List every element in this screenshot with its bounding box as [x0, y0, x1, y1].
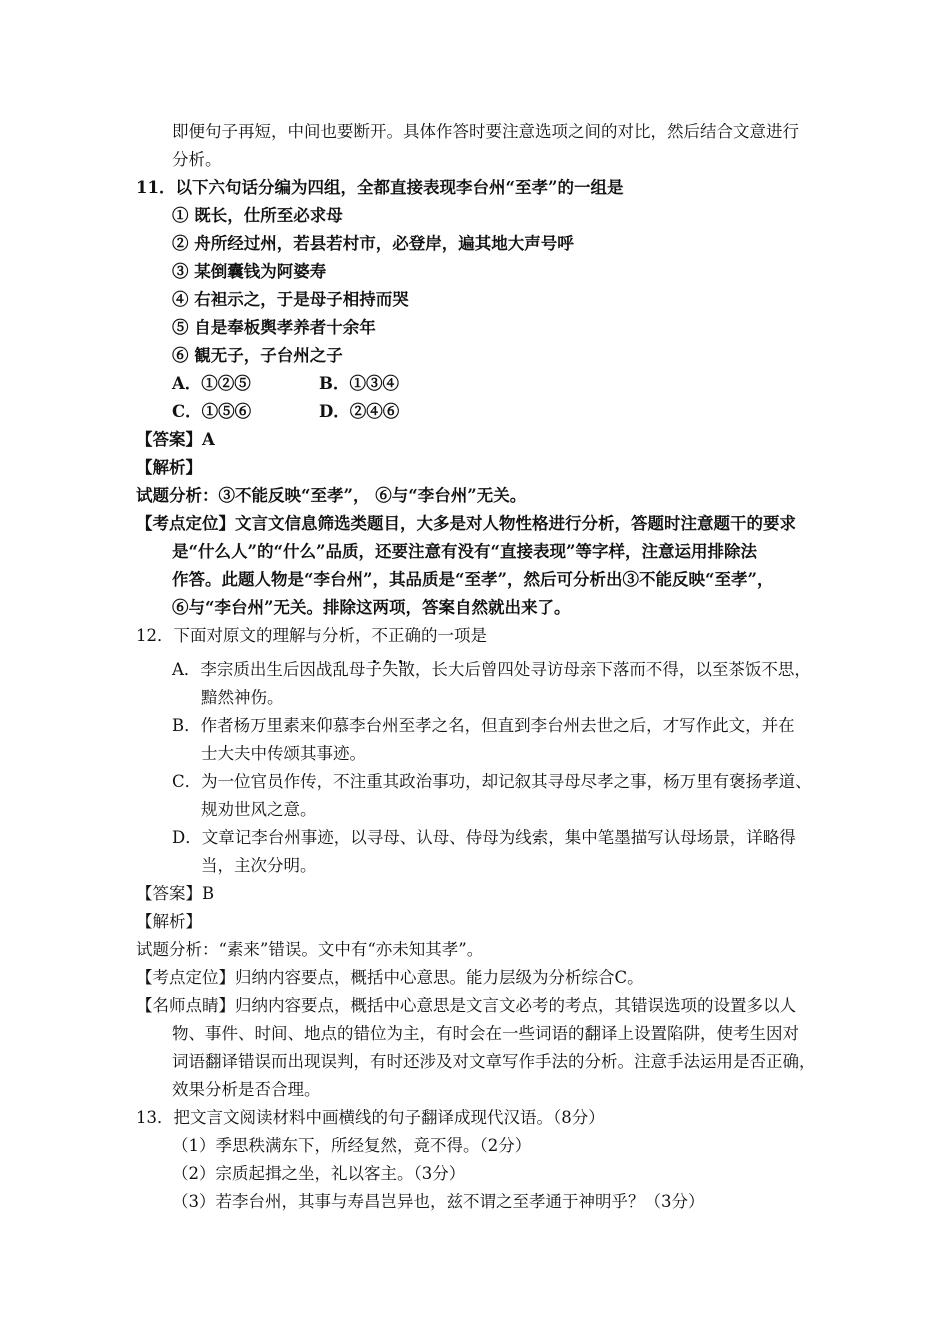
- q11-key-point-4: ⑥与“李台州”无关。排除这两项，答案自然就出来了。: [172, 598, 571, 617]
- q12-option-b-line-1: B．作者杨万里素来仰慕李台州至孝之名，但直到李台州去世之后，才写作此文，并在: [172, 716, 795, 735]
- q11-key-point-1: 【考点定位】文言文信息筛选类题目，大多是对人物性格进行分析，答题时注意题干的要求: [136, 514, 796, 533]
- q12-analysis-heading: 【解析】: [136, 912, 202, 931]
- q11-item-1: ① 既长，仕所至必求母: [172, 206, 343, 225]
- q12-option-c-line-2: 规劝世风之意。: [201, 800, 317, 819]
- q12-option-a-line-2: 黯然神伤。: [201, 688, 284, 707]
- q11-option-c: C．①⑤⑥: [172, 402, 252, 421]
- q12-option-d-line-1: D．文章记李台州事迹，以寻母、认母、侍母为线索，集中笔墨描写认母场景，详略得: [172, 828, 796, 847]
- q11-stem: 11．以下六句话分编为四组，全都直接表现李台州“至孝”的一组是: [136, 178, 624, 197]
- q11-key-point-3: 作答。此题人物是“李台州”，其品质是“至孝”，然后可分析出③不能反映“至孝”，: [172, 570, 774, 589]
- q13-sentence-1: （1）季思秩满东下，所经复然，竟不得。（2分）: [172, 1136, 532, 1155]
- q12-option-d-line-2: 当，主次分明。: [201, 856, 317, 875]
- q11-key-point-2: 是“什么人”的“什么”品质，还要注意有没有“直接表现”等字样，注意运用排除法: [172, 542, 757, 561]
- intro-line-2: 分析。: [172, 150, 222, 169]
- emphasis-dots: [373, 648, 413, 654]
- intro-line-1: 即便句子再短，中间也要断开。具体作答时要注意选项之间的对比，然后结合文意进行: [172, 122, 799, 141]
- q11-analysis-heading: 【解析】: [136, 458, 202, 477]
- q11-option-d: D．②④⑥: [319, 402, 400, 421]
- q11-item-3: ③ 某倒囊钱为阿婆寿: [172, 262, 327, 281]
- q12-stem: 12．下面对原文的理解与分析，不正确的一项是: [136, 626, 487, 645]
- q13-stem: 13．把文言文阅读材料中画横线的句子翻译成现代汉语。（8分）: [136, 1108, 605, 1127]
- q13-sentence-3: （3）若李台州，其事与寿昌岂异也，兹不谓之至孝通于神明乎？（3分）: [172, 1192, 705, 1211]
- q12-key-point: 【考点定位】归纳内容要点，概括中心意思。能力层级为分析综合C。: [136, 968, 644, 987]
- q11-analysis: 试题分析：③不能反映“至孝”， ⑥与“李台州”无关。: [136, 486, 527, 505]
- q11-item-2: ② 舟所经过州，若县若村市，必登岸，遍其地大声号呼: [172, 234, 574, 253]
- q12-analysis: 试题分析：“素来”错误。文中有“亦未知其孝”。: [136, 940, 484, 959]
- q11-option-a: A．①②⑤: [172, 374, 251, 393]
- q11-item-4: ④ 右袒示之，于是母子相持而哭: [172, 290, 409, 309]
- q11-item-6: ⑥ 観无子，子台州之子: [172, 346, 343, 365]
- q12-option-b-line-2: 士大夫中传颂其事迹。: [201, 744, 366, 763]
- q12-answer: 【答案】B: [136, 884, 215, 903]
- q12-teacher-note-1: 【名师点睛】归纳内容要点，概括中心意思是文言文必考的考点，其错误选项的设置多以人: [136, 996, 796, 1015]
- q12-teacher-note-4: 效果分析是否合理。: [172, 1080, 321, 1099]
- q12-option-c-line-1: C．为一位官员作传，不注重其政治事功，却记叙其寻母尽孝之事，杨万里有褒扬孝道、: [172, 772, 812, 791]
- q11-option-b: B．①③④: [319, 374, 399, 393]
- q12-teacher-note-3: 词语翻译错误而出现误判，有时还涉及对文章写作手法的分析。注意手法运用是否正确，: [172, 1052, 816, 1071]
- q11-answer: 【答案】A: [136, 430, 215, 449]
- q11-item-5: ⑤ 自是奉板舆孝养者十余年: [172, 318, 376, 337]
- q13-sentence-2: （2）宗质起揖之坐，礼以客主。（3分）: [172, 1164, 466, 1183]
- q12-teacher-note-2: 物、事件、时间、地点的错位为主，有时会在一些词语的翻译上设置陷阱，使考生因对: [172, 1024, 799, 1043]
- q12-option-a-line-1: A．李宗质出生后因战乱母子失散，长大后曾四处寻访母亲下落而不得，以至茶饭不思，: [172, 660, 811, 679]
